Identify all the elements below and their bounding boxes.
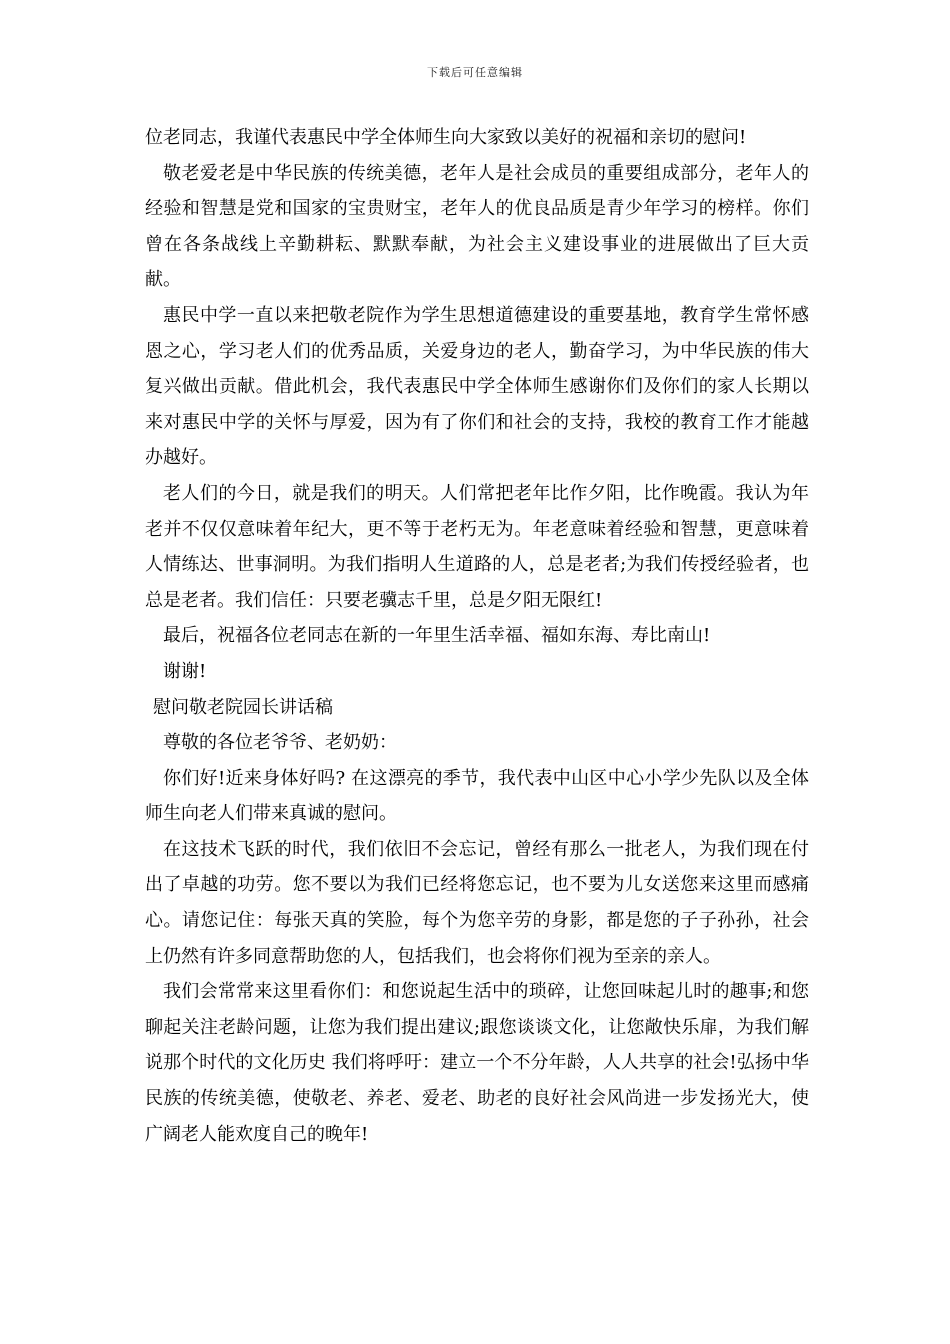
paragraph-respect-elders: 敬老爱老是中华民族的传统美德，老年人是社会成员的重要组成部分，老年人的经验和智慧是党和国家的宝贵财宝，老年人的优良品质是青少年学习的榜样。你们曾在各条战线上辛勤耕耘、默默奉献，为社会主义建设事业的进展做出了巨大贡献。	[145, 162, 809, 291]
paragraph-school-base: 惠民中学一直以来把敬老院作为学生思想道德建设的重要基地，教育学生常怀感恩之心，学习老人们的优秀品质，关爱身边的老人，勤奋学习，为中华民族的伟大复兴做出贡献。借此机会，我代表惠民中学全体师生感谢你们及你们的家人长期以来对惠民中学的关怀与厚爱，因为有了你们和社会的支持，我校的教育工作才能越办越好。	[145, 304, 809, 469]
paragraph-greeting-end: 位老同志，我谨代表惠民中学全体师生向大家致以美好的祝福和亲切的慰问!	[145, 127, 747, 148]
paragraph-not-forget: 在这技术飞跃的时代，我们依旧不会忘记，曾经有那么一批老人，为我们现在付出了卓越的功劳。您不要以为我们已经将您忘记，也不要为儿女送您来这里而感痛心。请您记住：每张天真的笑脸，每个为您辛劳的身影，都是您的子子孙孙，社会上仍然有许多同意帮助您的人，包括我们，也会将你们视为至亲的亲人。	[145, 838, 809, 967]
section-title: 慰问敬老院园长讲话稿	[153, 696, 333, 718]
paragraph-sunset: 老人们的今日，就是我们的明天。人们常把老年比作夕阳，比作晚霞。我认为年老并不仅仅意味着年纪大，更不等于老朽无为。年老意味着经验和智慧，更意味着人情练达、世事洞明。为我们指明人生道路的人，总是老者;为我们传授经验者，也总是老者。我们信任：只要老骥志千里，总是夕阳无限红!	[145, 482, 809, 611]
paragraph-hello: 你们好!近来身体好吗? 在这漂亮的季节，我代表中山区中心小学少先队以及全体师生向老人们带来真诚的慰问。	[145, 767, 809, 825]
document-body	[145, 120, 809, 1152]
paragraph-blessing: 最后，祝福各位老同志在新的一年里生活幸福、福如东海、寿比南山!	[163, 625, 711, 647]
paragraph-visit-often: 我们会常常来这里看你们：和您说起生活中的琐碎，让您回味起儿时的趣事;和您聊起关注老龄问题，让您为我们提出建议;跟您谈谈文化，让您敞快乐扉，为我们解说那个时代的文化历史 我们将呼吁：建立一个不分年龄，人人共享的社会!弘扬中华民族的传统美德，使敬老、养老、爱老、助老的良好社会风尚进一步发扬光大，使广阔老人能欢度自己的晚年!	[145, 981, 809, 1145]
page-header-note: 下载后可任意编辑	[427, 66, 523, 79]
paragraph-salutation: 尊敬的各位老爷爷、老奶奶：	[163, 732, 397, 754]
paragraph-thanks: 谢谢!	[163, 660, 207, 682]
